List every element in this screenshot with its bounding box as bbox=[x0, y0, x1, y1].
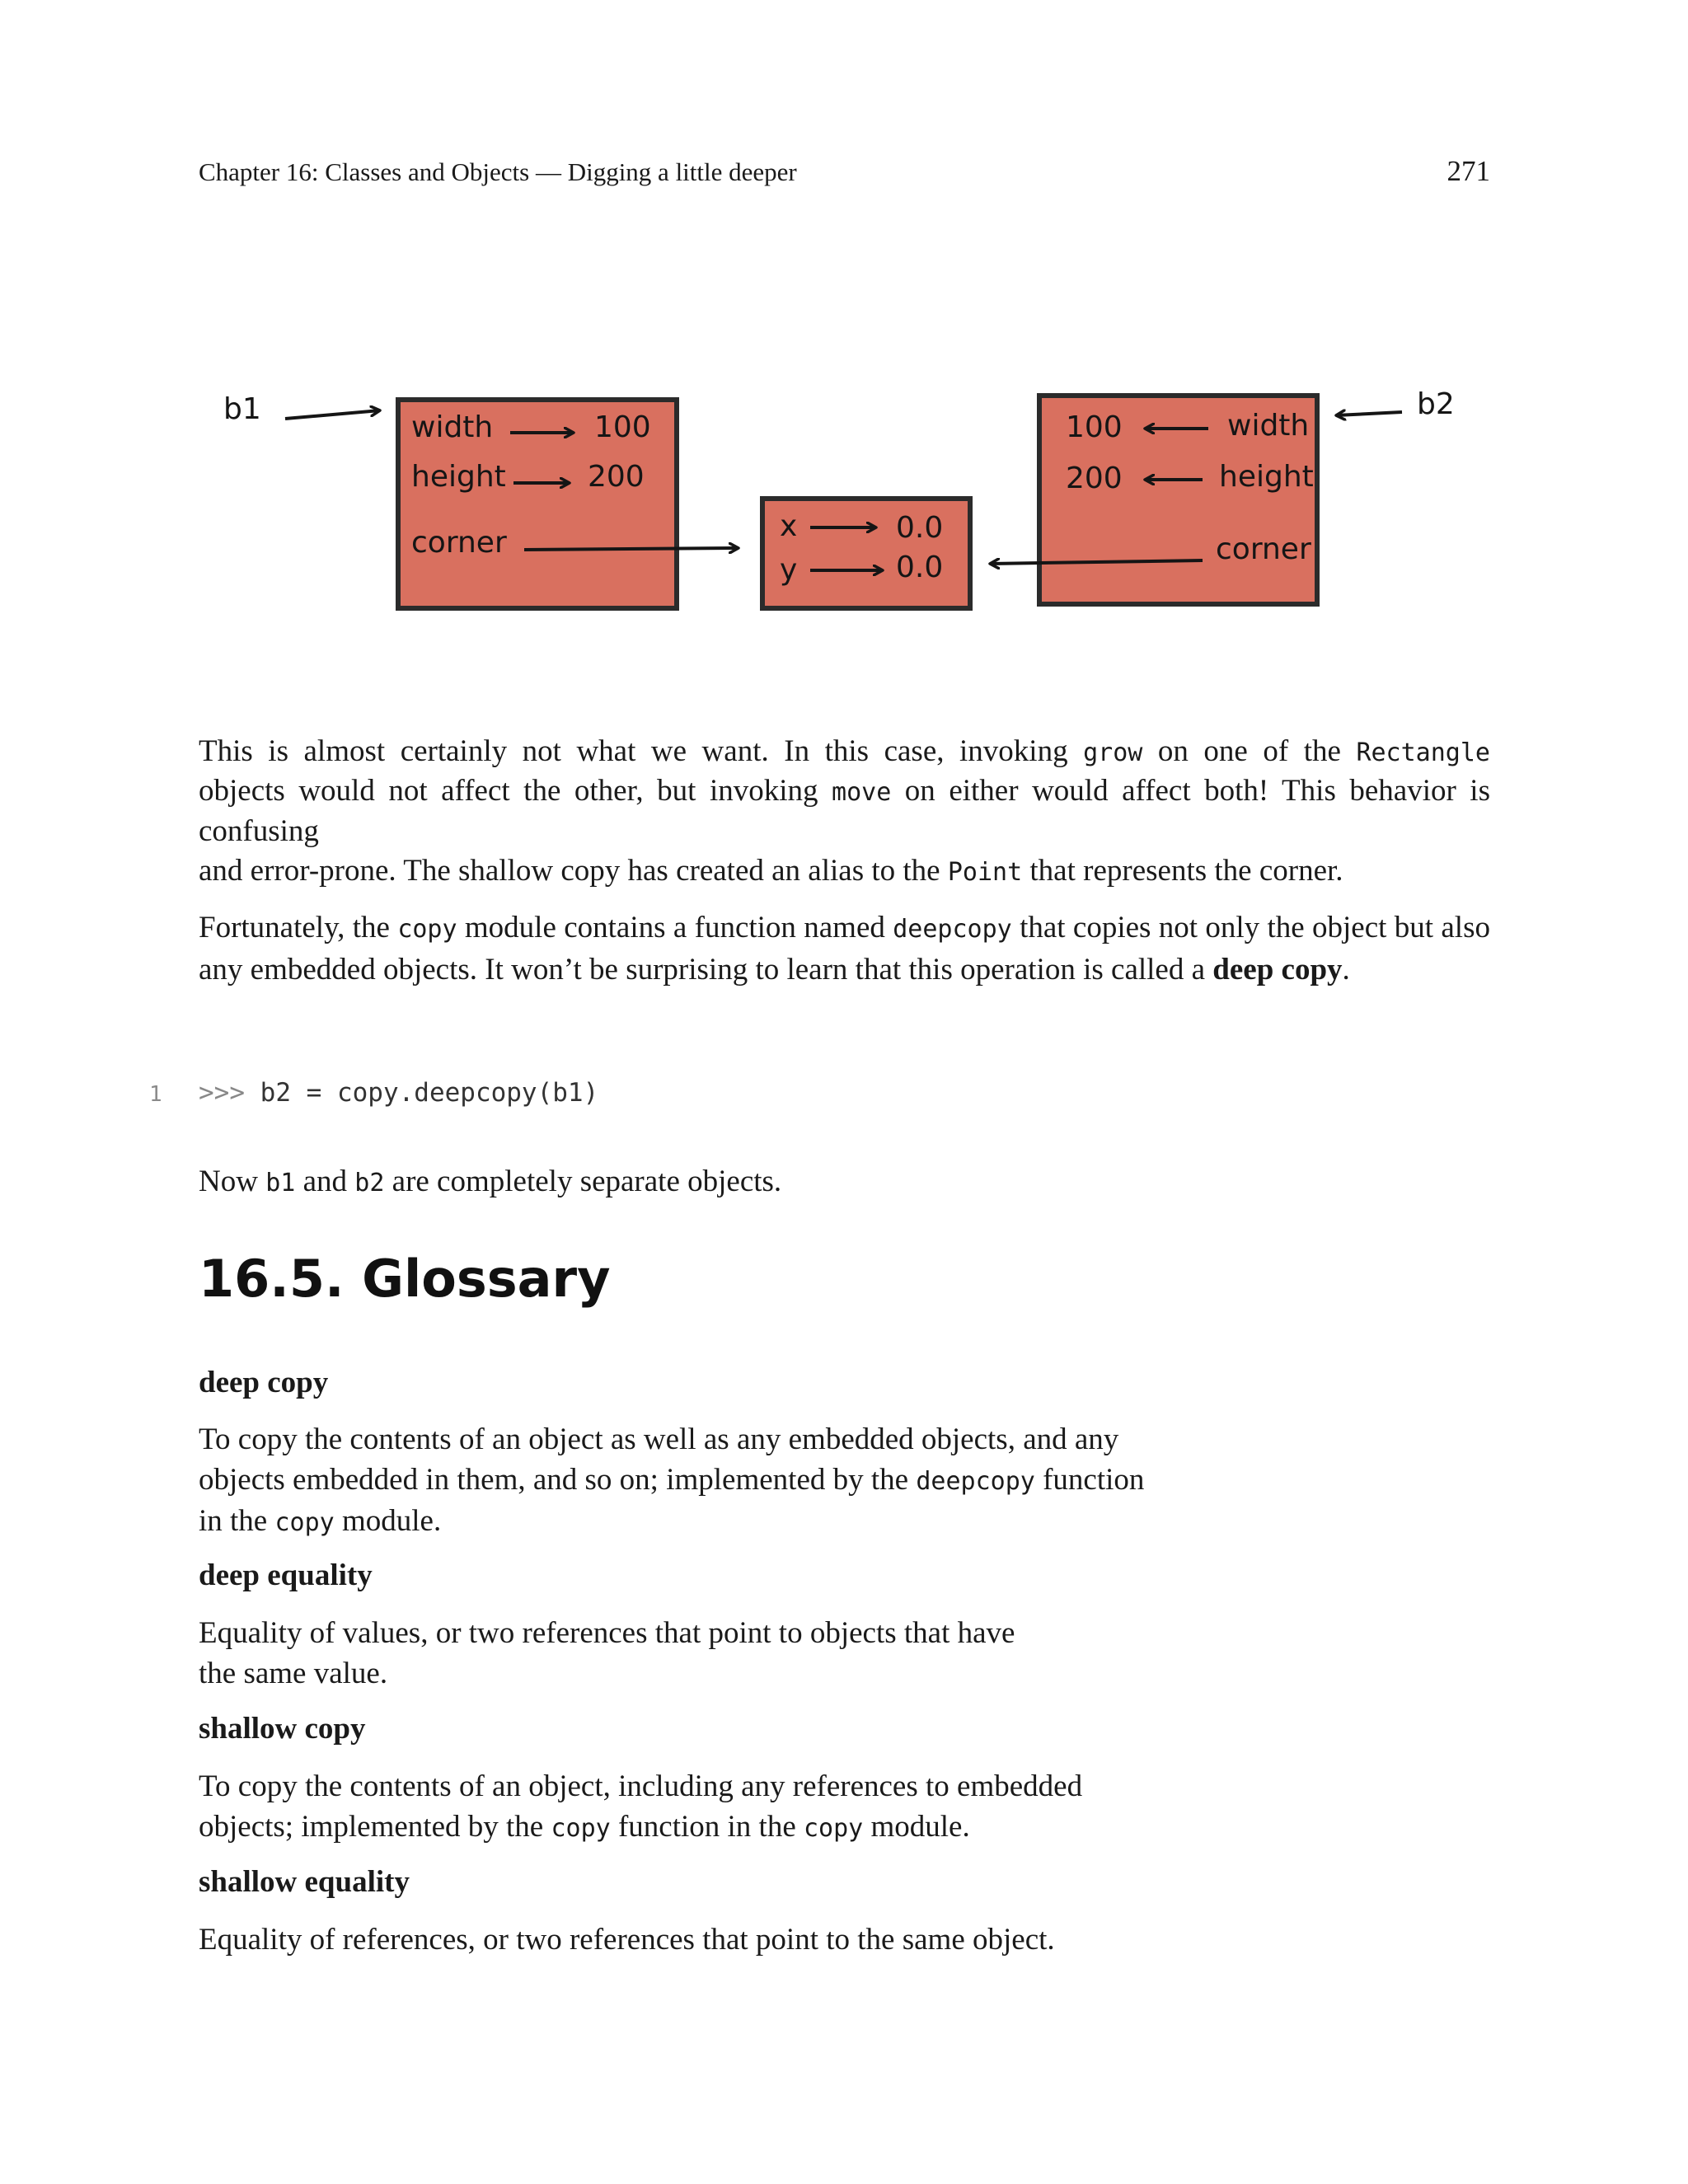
b1-label: b1 bbox=[223, 392, 261, 426]
left-width-value: 100 bbox=[594, 410, 651, 444]
paragraph-alias-explanation bbox=[199, 732, 1490, 774]
code-point: Point bbox=[947, 858, 1023, 887]
gloss-shallow-copy-text-1: To copy the contents of an object, including any references to embedded objects; implemented by the bbox=[199, 1769, 1083, 1844]
code-grow: grow bbox=[1083, 738, 1143, 767]
para1-text-5: and error-prone. The shallow copy has created an alias to the bbox=[199, 854, 948, 888]
glossary-def-shallow-copy bbox=[199, 1767, 1155, 1849]
term-deep-copy-bold: deep copy bbox=[1212, 952, 1343, 987]
glossary-def-deep-copy bbox=[199, 1420, 1155, 1544]
diagram-svg bbox=[199, 379, 1490, 626]
page-number: 271 bbox=[1447, 155, 1490, 187]
glossary-term-shallow-copy: shallow copy bbox=[199, 1712, 366, 1746]
b1-arrow bbox=[285, 410, 380, 419]
gloss-shallow-copy-text-2: function in the bbox=[610, 1809, 804, 1844]
paragraph-alias-line-2 bbox=[199, 771, 1490, 813]
code-block bbox=[149, 1078, 598, 1108]
point-x-value: 0.0 bbox=[896, 511, 944, 545]
left-corner-arrow bbox=[524, 548, 738, 550]
para2-text-2: module contains a function named bbox=[457, 911, 893, 944]
para2-text-4: . bbox=[1342, 952, 1350, 987]
glossary-term-shallow-equality: shallow equality bbox=[199, 1865, 410, 1899]
gloss-deep-equality-text-1: Equality of values, or two references that point to objects that have bbox=[199, 1616, 1015, 1650]
paragraph-alias-line-3: confusing bbox=[199, 814, 319, 848]
glossary-term-deep-copy: deep copy bbox=[199, 1366, 329, 1399]
para1-text-6: that represents the corner. bbox=[1022, 854, 1343, 888]
point-y-label: y bbox=[780, 553, 798, 587]
right-width-label: width bbox=[1227, 409, 1310, 443]
para1-text-1: This is almost certainly not what we want. In this case, invoking bbox=[199, 734, 1084, 768]
gloss-code-deepcopy: deepcopy bbox=[916, 1466, 1035, 1496]
paragraph-separate-objects bbox=[199, 1162, 1490, 1204]
code-b2: b2 bbox=[354, 1169, 385, 1197]
para1-text-3-visible: objects would not affect the other, but invoking bbox=[199, 774, 832, 808]
paragraph-alias-line-4 bbox=[199, 851, 1490, 893]
b2-label: b2 bbox=[1417, 387, 1455, 421]
gloss-deep-copy-text-2: function in the bbox=[199, 1462, 1145, 1538]
point-x-label: x bbox=[780, 509, 798, 543]
para3-text-1: Now bbox=[199, 1165, 266, 1198]
left-corner-label: corner bbox=[411, 526, 507, 560]
code-move: move bbox=[832, 778, 892, 807]
b2-arrow bbox=[1336, 412, 1402, 415]
para1-text-2: on one of the bbox=[1142, 734, 1357, 768]
glossary-term-deep-equality: deep equality bbox=[199, 1558, 373, 1592]
code-line: b2 = copy.deepcopy(b1) bbox=[260, 1078, 599, 1108]
code-prompt: >>> bbox=[199, 1078, 260, 1108]
gloss-deep-equality-text-2: the same value. bbox=[199, 1656, 388, 1690]
gloss-shallow-copy-text-3: module. bbox=[863, 1809, 970, 1844]
para3-text-2: and bbox=[295, 1165, 355, 1198]
para2-text-1: Fortunately, the bbox=[199, 911, 398, 944]
para2-text-3: that copies not only the object but also any embedded objects. It won’t be surprising to learn that this operation is called a bbox=[199, 911, 1490, 987]
section-heading-glossary: 16.5. Glossary bbox=[199, 1249, 611, 1309]
gloss-code-copy-2: copy bbox=[551, 1813, 611, 1843]
right-height-value: 200 bbox=[1066, 462, 1123, 495]
page-header bbox=[199, 155, 1490, 191]
right-corner-label: corner bbox=[1216, 532, 1311, 566]
code-b1: b1 bbox=[265, 1169, 296, 1197]
gloss-deep-copy-text-3: module. bbox=[334, 1504, 442, 1538]
code-rectangle: Rectangle bbox=[1356, 738, 1490, 767]
paragraph-deepcopy-intro bbox=[199, 908, 1490, 990]
para1-text-4-visible: on either would affect both! This behavior is bbox=[891, 774, 1490, 808]
left-height-label: height bbox=[411, 460, 506, 494]
glossary-def-shallow-equality: Equality of references, or two references that point to the same object. bbox=[199, 1923, 1055, 1957]
gloss-code-copy-3: copy bbox=[804, 1813, 864, 1843]
left-height-value: 200 bbox=[588, 460, 645, 494]
code-deepcopy: deepcopy bbox=[893, 915, 1012, 944]
para3-text-3: are completely separate objects. bbox=[384, 1165, 782, 1198]
code-copy: copy bbox=[397, 915, 457, 944]
chapter-title: Chapter 16: Classes and Objects — Digging a little deeper bbox=[199, 157, 797, 186]
point-y-value: 0.0 bbox=[896, 551, 944, 584]
gloss-deep-copy-text-1: To copy the contents of an object as well as any embedded objects, and any objects embedded in them, and so on; implemented by the bbox=[199, 1422, 1119, 1497]
right-width-value: 100 bbox=[1066, 410, 1123, 444]
code-line-number: 1 bbox=[149, 1082, 162, 1107]
glossary-def-deep-equality bbox=[199, 1614, 1155, 1694]
object-diagram bbox=[199, 379, 1490, 626]
gloss-code-copy-1: copy bbox=[274, 1508, 335, 1537]
left-width-label: width bbox=[411, 410, 494, 444]
right-height-label: height bbox=[1219, 460, 1314, 494]
